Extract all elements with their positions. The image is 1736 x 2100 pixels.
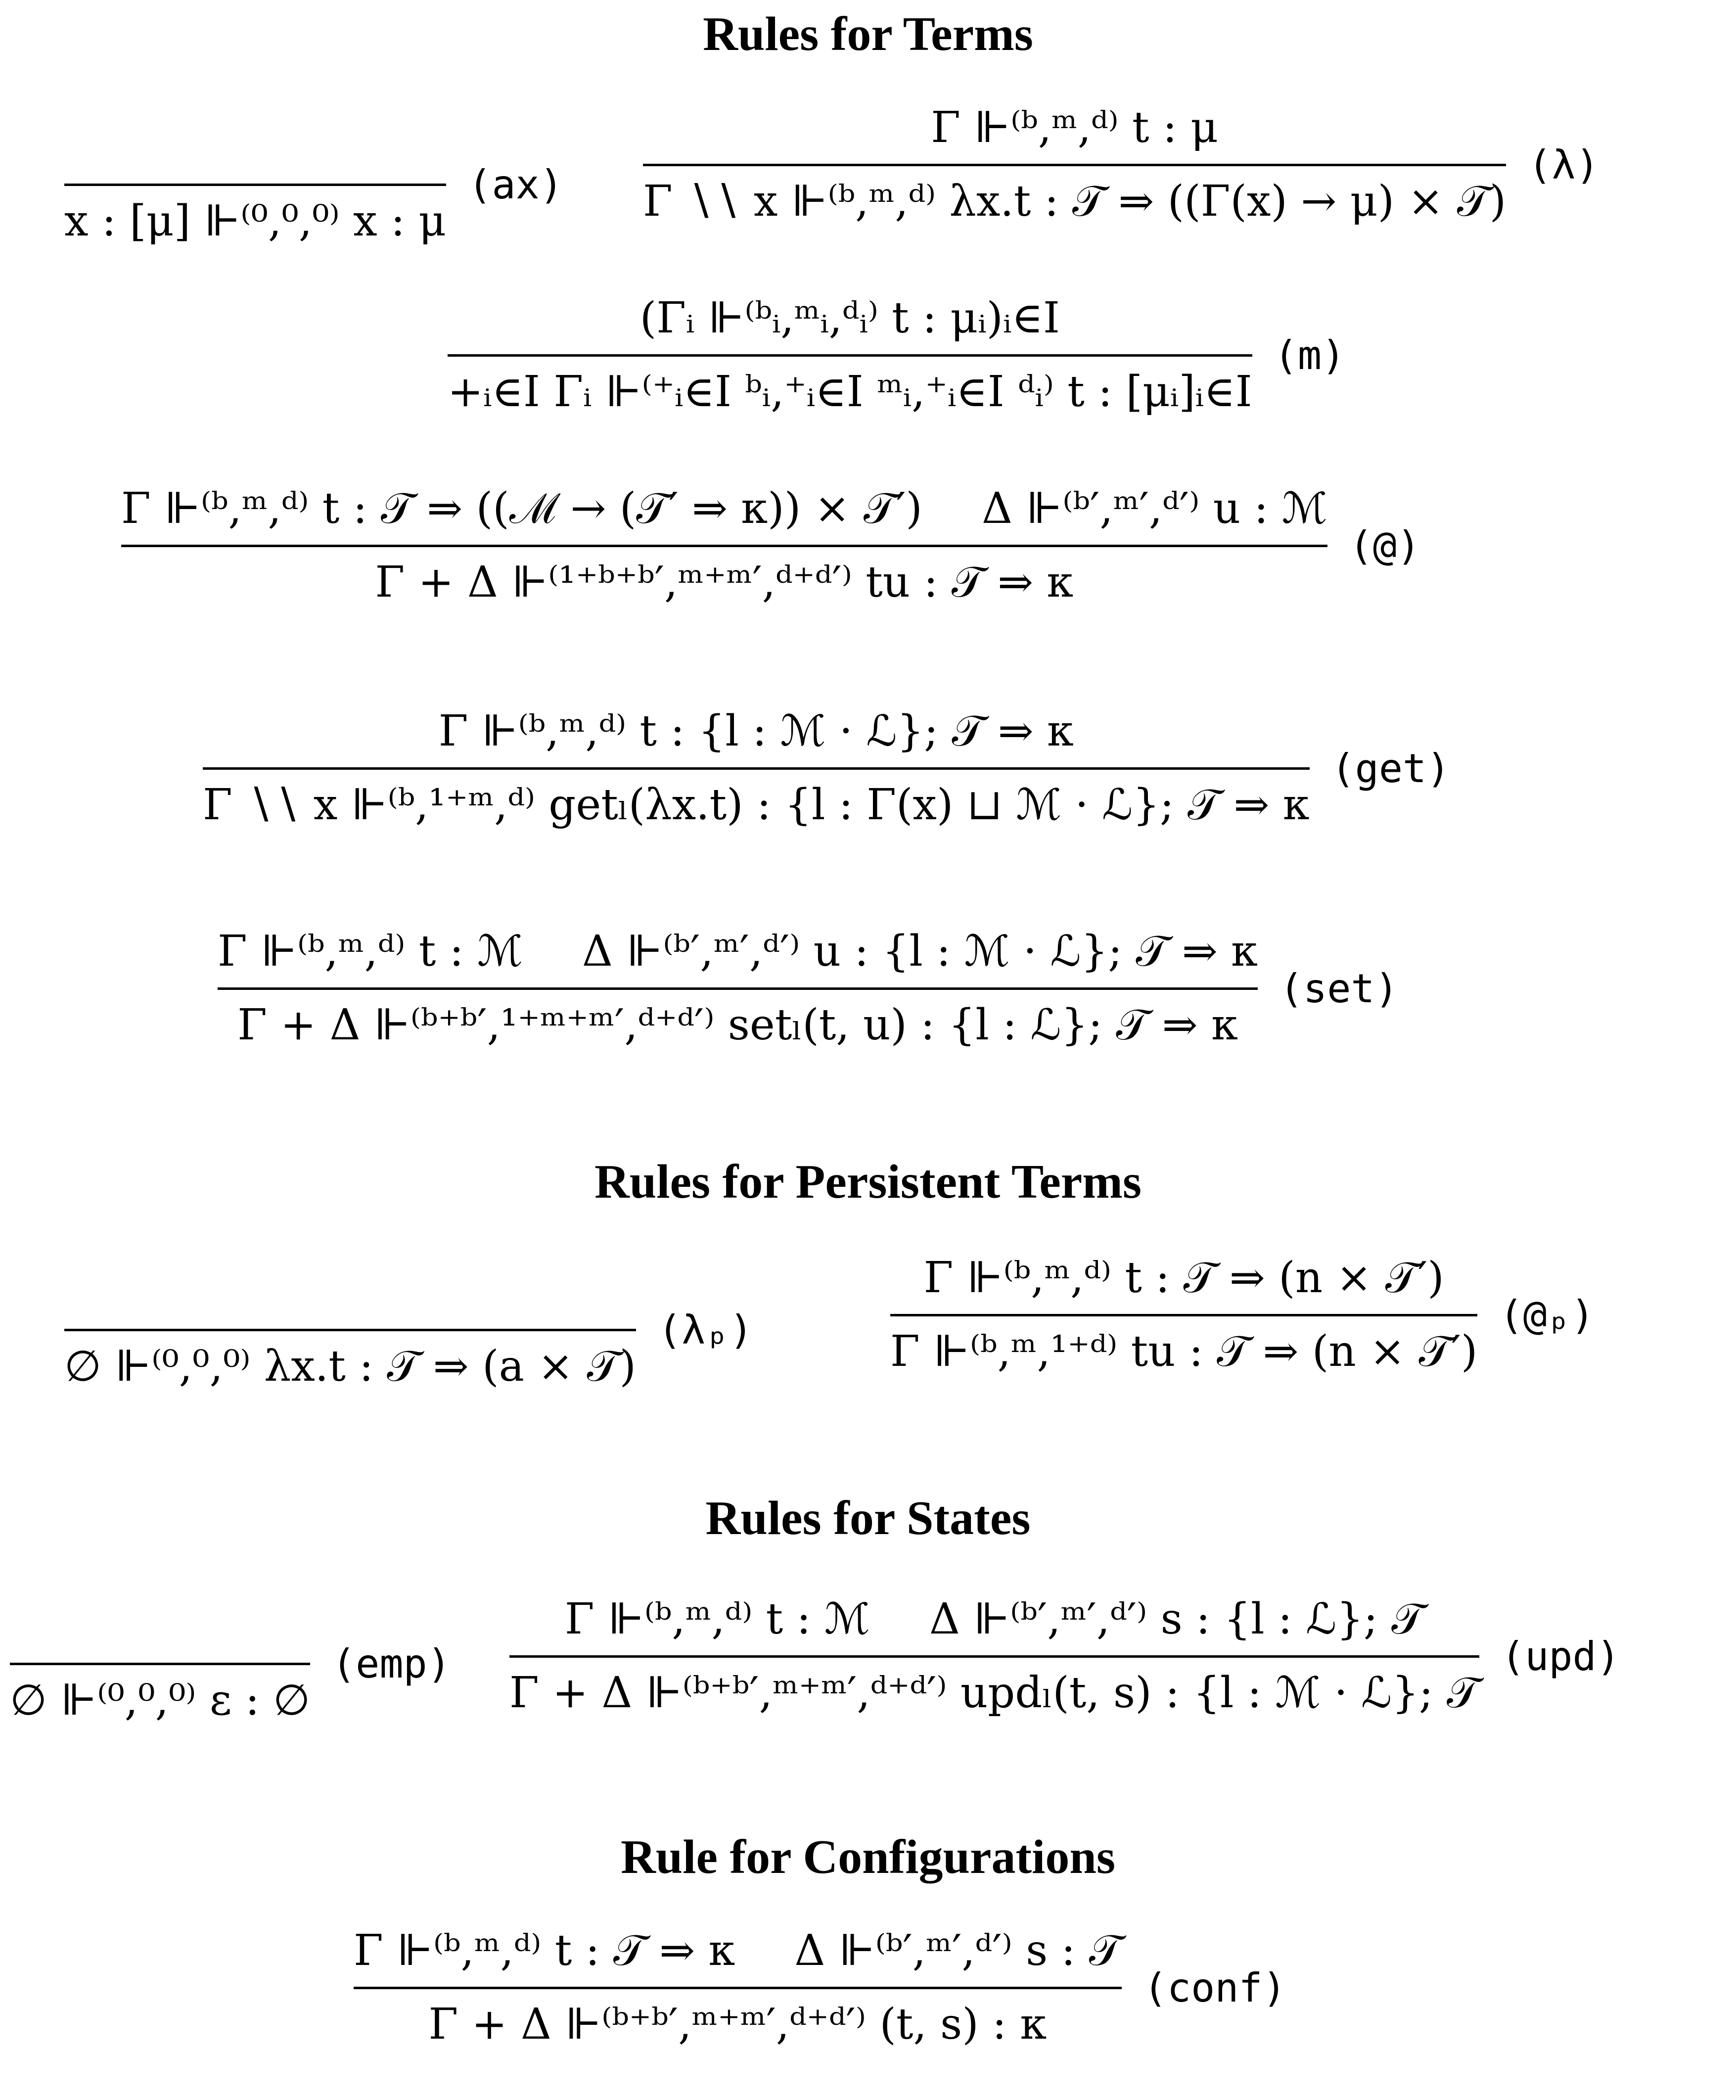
rule-get-premise: Γ ⊩⁽ᵇ,ᵐ,ᵈ⁾ t : {l : ℳ · ℒ}; 𝒯 ⇒ κ <box>438 706 1074 756</box>
rule-app <box>121 482 1420 609</box>
rule-conf-premise-right: Δ ⊩⁽ᵇ′,ᵐ′,ᵈ′⁾ s : 𝒯 <box>794 1926 1122 1975</box>
rule-emp-conclusion: ∅ ⊩⁽⁰,⁰,⁰⁾ ε : ∅ <box>10 1675 310 1725</box>
rule-app-premises <box>121 482 1327 545</box>
rule-m <box>448 292 1345 419</box>
rule-set-fraction <box>218 925 1258 1052</box>
rule-set <box>218 925 1399 1052</box>
rule-m-fraction <box>448 292 1252 419</box>
heading-rules-for-persistent-terms: Rules for Persistent Terms <box>594 1155 1142 1209</box>
rule-lambda <box>643 101 1599 228</box>
rule-upd <box>509 1593 1620 1720</box>
rule-set-conclusion: Γ + Δ ⊩⁽ᵇ⁺ᵇ′,¹⁺ᵐ⁺ᵐ′,ᵈ⁺ᵈ′⁾ setₗ(t, u) : {l : ℒ}; 𝒯 ⇒ κ <box>237 1000 1238 1050</box>
rule-get-fraction <box>203 705 1310 832</box>
rule-app-premise-right: Δ ⊩⁽ᵇ′,ᵐ′,ᵈ′⁾ u : ℳ <box>981 484 1327 533</box>
rule-app-p <box>890 1252 1595 1378</box>
rule-emp-premise <box>153 1600 167 1663</box>
rule-upd-premises <box>565 1593 1424 1655</box>
rule-m-conclusion: +ᵢ∈I Γᵢ ⊩⁽⁺ᵢ∈I ᵇᵢ,⁺ᵢ∈I ᵐᵢ,⁺ᵢ∈I ᵈᵢ⁾ t : [μᵢ]ᵢ∈I <box>448 367 1252 417</box>
rule-ax-name: (ax) <box>468 161 563 208</box>
rule-conf-premises <box>354 1924 1122 1987</box>
rule-conf-conclusion: Γ + Δ ⊩⁽ᵇ⁺ᵇ′,ᵐ⁺ᵐ′,ᵈ⁺ᵈ′⁾ (t, s) : κ <box>428 1999 1047 2049</box>
rule-app-p-name: (@ₚ) <box>1499 1292 1595 1338</box>
rule-m-premise: (Γᵢ ⊩⁽ᵇᵢ,ᵐᵢ,ᵈᵢ⁾ t : μᵢ)ᵢ∈I <box>640 293 1060 343</box>
rule-app-premise-left: Γ ⊩⁽ᵇ,ᵐ,ᵈ⁾ t : 𝒯 ⇒ ((ℳ → (𝒯′ ⇒ κ)) × 𝒯′) <box>121 484 922 533</box>
heading-rules-for-terms: Rules for Terms <box>703 7 1033 61</box>
heading-rules-for-states: Rules for States <box>705 1492 1031 1545</box>
rule-app-conclusion: Γ + Δ ⊩⁽¹⁺ᵇ⁺ᵇ′,ᵐ⁺ᵐ′,ᵈ⁺ᵈ′⁾ tu : 𝒯 ⇒ κ <box>375 557 1074 607</box>
rule-set-name: (set) <box>1279 965 1399 1012</box>
rule-upd-fraction <box>509 1593 1479 1720</box>
rule-lambda-p-premise <box>343 1266 357 1329</box>
rule-lambda-p <box>64 1266 753 1393</box>
rule-ax-premise <box>248 121 262 184</box>
rule-upd-conclusion: Γ + Δ ⊩⁽ᵇ⁺ᵇ′,ᵐ⁺ᵐ′,ᵈ⁺ᵈ′⁾ updₗ(t, s) : {l : ℳ · ℒ}; 𝒯 <box>509 1668 1480 1718</box>
rule-ax-conclusion: x : [μ] ⊩⁽⁰,⁰,⁰⁾ x : μ <box>64 196 447 246</box>
rule-m-name: (m) <box>1274 332 1346 378</box>
rule-app-p-premise: Γ ⊩⁽ᵇ,ᵐ,ᵈ⁾ t : 𝒯 ⇒ (n × 𝒯′) <box>923 1253 1444 1303</box>
rule-emp <box>10 1600 451 1727</box>
rule-set-premise-left: Γ ⊩⁽ᵇ,ᵐ,ᵈ⁾ t : ℳ <box>218 927 523 976</box>
rule-conf-premise-left: Γ ⊩⁽ᵇ,ᵐ,ᵈ⁾ t : 𝒯 ⇒ κ <box>354 1926 735 1975</box>
rule-get-name: (get) <box>1331 745 1451 792</box>
rule-ax <box>64 121 563 248</box>
rule-lambda-premise: Γ ⊩⁽ᵇ,ᵐ,ᵈ⁾ t : μ <box>931 103 1219 152</box>
rule-app-p-conclusion: Γ ⊩⁽ᵇ,ᵐ,¹⁺ᵈ⁾ tu : 𝒯 ⇒ (n × 𝒯′) <box>890 1326 1478 1376</box>
rule-lambda-name: (λ) <box>1528 141 1599 188</box>
rule-get <box>203 705 1450 832</box>
rule-upd-premise-left: Γ ⊩⁽ᵇ,ᵐ,ᵈ⁾ t : ℳ <box>564 1594 870 1644</box>
rule-upd-premise-right: Δ ⊩⁽ᵇ′,ᵐ′,ᵈ′⁾ s : {l : ℒ}; 𝒯 <box>929 1594 1424 1644</box>
rule-conf <box>354 1924 1286 2051</box>
rule-app-name: (@) <box>1349 522 1421 569</box>
rule-emp-fraction <box>10 1600 310 1727</box>
rule-get-conclusion: Γ ∖∖ x ⊩⁽ᵇ,¹⁺ᵐ,ᵈ⁾ getₗ(λx.t) : {l : Γ(x) ⊔ ℳ · ℒ}; 𝒯 ⇒ κ <box>203 780 1310 830</box>
rule-upd-name: (upd) <box>1501 1633 1620 1680</box>
rule-lambda-fraction <box>643 101 1506 228</box>
rule-lambda-p-fraction <box>64 1266 636 1393</box>
rule-app-fraction <box>121 482 1327 609</box>
rule-app-p-fraction <box>890 1252 1477 1378</box>
rule-emp-name: (emp) <box>332 1640 451 1687</box>
rule-conf-name: (conf) <box>1143 1964 1286 2011</box>
heading-rule-for-configurations: Rule for Configurations <box>620 1830 1115 1884</box>
rule-lambda-conclusion: Γ ∖∖ x ⊩⁽ᵇ,ᵐ,ᵈ⁾ λx.t : 𝒯 ⇒ ((Γ(x) → μ) × 𝒯) <box>643 176 1507 226</box>
rule-lambda-p-name: (λₚ) <box>658 1307 753 1353</box>
rule-set-premises <box>218 925 1258 987</box>
rule-lambda-p-conclusion: ∅ ⊩⁽⁰,⁰,⁰⁾ λx.t : 𝒯 ⇒ (a × 𝒯) <box>64 1341 637 1391</box>
rule-ax-fraction <box>64 121 446 248</box>
rule-conf-fraction <box>354 1924 1122 2051</box>
rule-set-premise-right: Δ ⊩⁽ᵇ′,ᵐ′,ᵈ′⁾ u : {l : ℳ · ℒ}; 𝒯 ⇒ κ <box>582 927 1258 976</box>
